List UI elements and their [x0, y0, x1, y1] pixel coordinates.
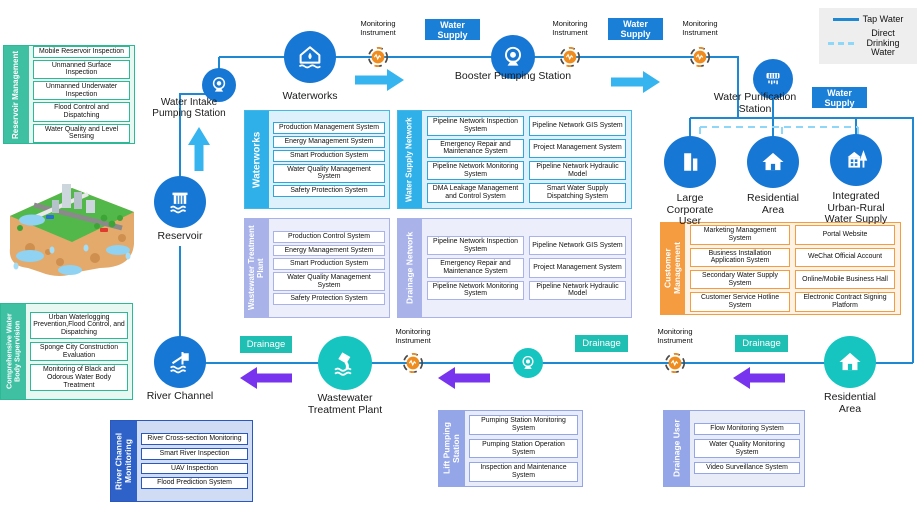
- list-item: Water Quality Management System: [273, 272, 385, 291]
- node-label: Integrated Urban-Rural Water Supply: [824, 190, 888, 225]
- house-icon: [759, 148, 787, 176]
- monitoring-instrument-label: Monitoring Instrument: [682, 19, 718, 37]
- node-residential-area: [747, 136, 799, 188]
- list-item: Water Quality Management System: [273, 164, 385, 183]
- panel-drainage-user: [663, 410, 805, 487]
- panel-comprehensive-water-body-supervision: [0, 303, 133, 400]
- node-label: Wastewater Treatment Plant: [307, 392, 383, 416]
- house-and-tree-icon: [842, 146, 870, 174]
- panel-wastewater-treatment-plant: [244, 218, 390, 318]
- drainage-badge: Drainage: [240, 336, 292, 353]
- list-item: Pipeline Network Hydraulic Model: [529, 161, 626, 180]
- list-item: UAV Inspection: [141, 463, 248, 475]
- monitoring-instrument-icon: [367, 46, 389, 68]
- list-item: Emergency Repair and Maintenance System: [427, 139, 524, 158]
- monitoring-instrument-label: Monitoring Instrument: [360, 19, 396, 37]
- node-label: Water Purification Station: [713, 91, 797, 115]
- waterworks-icon: [295, 42, 325, 72]
- legend: [819, 8, 917, 64]
- legend-direct-drinking-water: [821, 29, 915, 58]
- list-item: Monitoring of Black and Odorous Water Body Treatment: [30, 364, 128, 391]
- water-supply-badge: Water Supply: [608, 18, 663, 40]
- list-item: Electronic Contract Signing Platform: [795, 292, 895, 311]
- node-large-corporate-user: [664, 136, 716, 188]
- panel-title: Waterworks: [245, 111, 269, 208]
- water-supply-badge: Water Supply: [425, 19, 480, 40]
- pump-icon: [500, 44, 526, 70]
- monitoring-instrument-label: Monitoring Instrument: [395, 327, 431, 345]
- panel-river-channel-monitoring: [110, 420, 253, 502]
- panel-title: Wastewater Treatment Plant: [245, 219, 269, 317]
- list-item: Smart Water Supply Dispatching System: [529, 183, 626, 202]
- office-building-icon: [676, 148, 704, 176]
- list-item: Pumping Station Monitoring System: [469, 415, 578, 434]
- list-item: Energy Management System: [273, 136, 385, 148]
- node-lift-pump: [513, 348, 543, 378]
- panel-title: Water Supply Network: [398, 111, 422, 208]
- list-item: Online/Mobile Business Hall: [795, 270, 895, 289]
- list-item: Project Management System: [529, 258, 626, 277]
- panel-title: River Channel Monitoring: [111, 421, 137, 501]
- monitoring-instrument-icon: [689, 46, 711, 68]
- node-reservoir: [154, 176, 206, 228]
- list-item: Pipeline Network Monitoring System: [427, 161, 524, 180]
- house-icon: [836, 348, 864, 376]
- list-item: Flood Control and Dispatching: [33, 102, 130, 121]
- list-item: Mobile Reservoir Inspection: [33, 46, 130, 58]
- sluice-gate-icon: [165, 347, 195, 377]
- list-item: Safety Protection System: [273, 185, 385, 197]
- city-terrain-illustration: [0, 156, 142, 294]
- list-item: Unmanned Underwater Inspection: [33, 81, 130, 100]
- panel-title: Drainage User: [664, 411, 690, 486]
- legend-tap-water: [821, 15, 915, 25]
- list-item: Energy Management System: [273, 245, 385, 257]
- list-item: Pipeline Network Hydraulic Model: [529, 281, 626, 300]
- node-residential-area-drainage: [824, 336, 876, 388]
- node-waterworks: [284, 31, 336, 83]
- node-label: Large Corporate User: [666, 192, 714, 227]
- node-label: Water Intake Pumping Station: [152, 97, 226, 119]
- drainage-badge: Drainage: [735, 335, 788, 352]
- panel-title: Comprehensive Water Body Supervision: [1, 304, 26, 399]
- node-wastewater-treatment-plant: [318, 336, 372, 390]
- monitoring-instrument-icon: [559, 46, 581, 68]
- list-item: Pipeline Network GIS System: [529, 116, 626, 135]
- panel-waterworks: [244, 110, 390, 209]
- node-integrated-urban-rural-water-supply: [830, 134, 882, 186]
- node-river-channel: [154, 336, 206, 388]
- list-item: Water Quality Monitoring System: [694, 439, 800, 458]
- list-item: River Cross-section Monitoring: [141, 433, 248, 445]
- list-item: Portal Website: [795, 225, 895, 244]
- filter-icon: [761, 67, 785, 91]
- list-item: Smart River Inspection: [141, 448, 248, 460]
- legend-label: Tap Water: [862, 13, 904, 24]
- list-item: Pipeline Network GIS System: [529, 236, 626, 255]
- panel-water-supply-network: [397, 110, 632, 209]
- pump-icon: [519, 354, 537, 372]
- node-label: Residential Area: [824, 391, 876, 415]
- list-item: Smart Production System: [273, 150, 385, 162]
- list-item: Production Control System: [273, 231, 385, 243]
- node-label: Booster Pumping Station: [454, 70, 572, 82]
- list-item: Business Installation Application System: [690, 248, 790, 267]
- list-item: Unmanned Surface Inspection: [33, 60, 130, 79]
- drainage-badge: Drainage: [575, 335, 628, 352]
- pump-icon: [209, 75, 229, 95]
- water-supply-badge: Water Supply: [812, 87, 867, 108]
- discharge-pipe-icon: [329, 347, 361, 379]
- node-label: Reservoir: [157, 230, 203, 242]
- monitoring-instrument-label: Monitoring Instrument: [552, 19, 588, 37]
- list-item: Pipeline Network Inspection System: [427, 236, 524, 255]
- list-item: Smart Production System: [273, 258, 385, 270]
- list-item: Pumping Station Operation System: [469, 439, 578, 458]
- list-item: Pipeline Network Monitoring System: [427, 281, 524, 300]
- list-item: Water Quality and Level Sensing: [33, 124, 130, 143]
- list-item: Video Surveillance System: [694, 462, 800, 474]
- monitoring-instrument-icon: [664, 352, 686, 374]
- node-label: Residential Area: [747, 192, 799, 216]
- panel-lift-pumping-station: [438, 410, 583, 487]
- monitoring-instrument-label: Monitoring Instrument: [657, 327, 693, 345]
- list-item: Safety Protection System: [273, 293, 385, 305]
- panel-title: Lift Pumping Station: [439, 411, 465, 486]
- list-item: Secondary Water Supply System: [690, 270, 790, 289]
- list-item: Customer Service Hotline System: [690, 292, 790, 311]
- dam-icon: [165, 187, 195, 217]
- direct-drinking-line-sample: [828, 42, 854, 45]
- panel-reservoir-management: [3, 45, 135, 144]
- list-item: Emergency Repair and Maintenance System: [427, 258, 524, 277]
- list-item: DMA Leakage Management and Control System: [427, 183, 524, 202]
- list-item: Production Management System: [273, 122, 385, 134]
- list-item: WeChat Official Account: [795, 248, 895, 267]
- list-item: Inspection and Maintenance System: [469, 462, 578, 481]
- list-item: Flow Monitoring System: [694, 423, 800, 435]
- legend-label: Direct Drinking Water: [866, 28, 900, 57]
- list-item: Urban Waterlogging Prevention,Flood Control, and Dispatching: [30, 312, 128, 339]
- list-item: Pipeline Network Inspection System: [427, 116, 524, 135]
- node-label: River Channel: [146, 390, 214, 402]
- panel-title: Reservoir Management: [4, 46, 29, 143]
- panel-customer-management: [660, 222, 901, 315]
- panel-title: Customer Management: [661, 223, 685, 314]
- list-item: Sponge City Construction Evaluation: [30, 342, 128, 361]
- panel-title: Drainage Network: [398, 219, 422, 317]
- panel-drainage-network: [397, 218, 632, 318]
- list-item: Marketing Management System: [690, 225, 790, 244]
- monitoring-instrument-icon: [402, 352, 424, 374]
- node-label: Waterworks: [282, 90, 338, 102]
- list-item: Project Management System: [529, 139, 626, 158]
- tap-water-line-sample: [833, 18, 859, 21]
- list-item: Flood Prediction System: [141, 477, 248, 489]
